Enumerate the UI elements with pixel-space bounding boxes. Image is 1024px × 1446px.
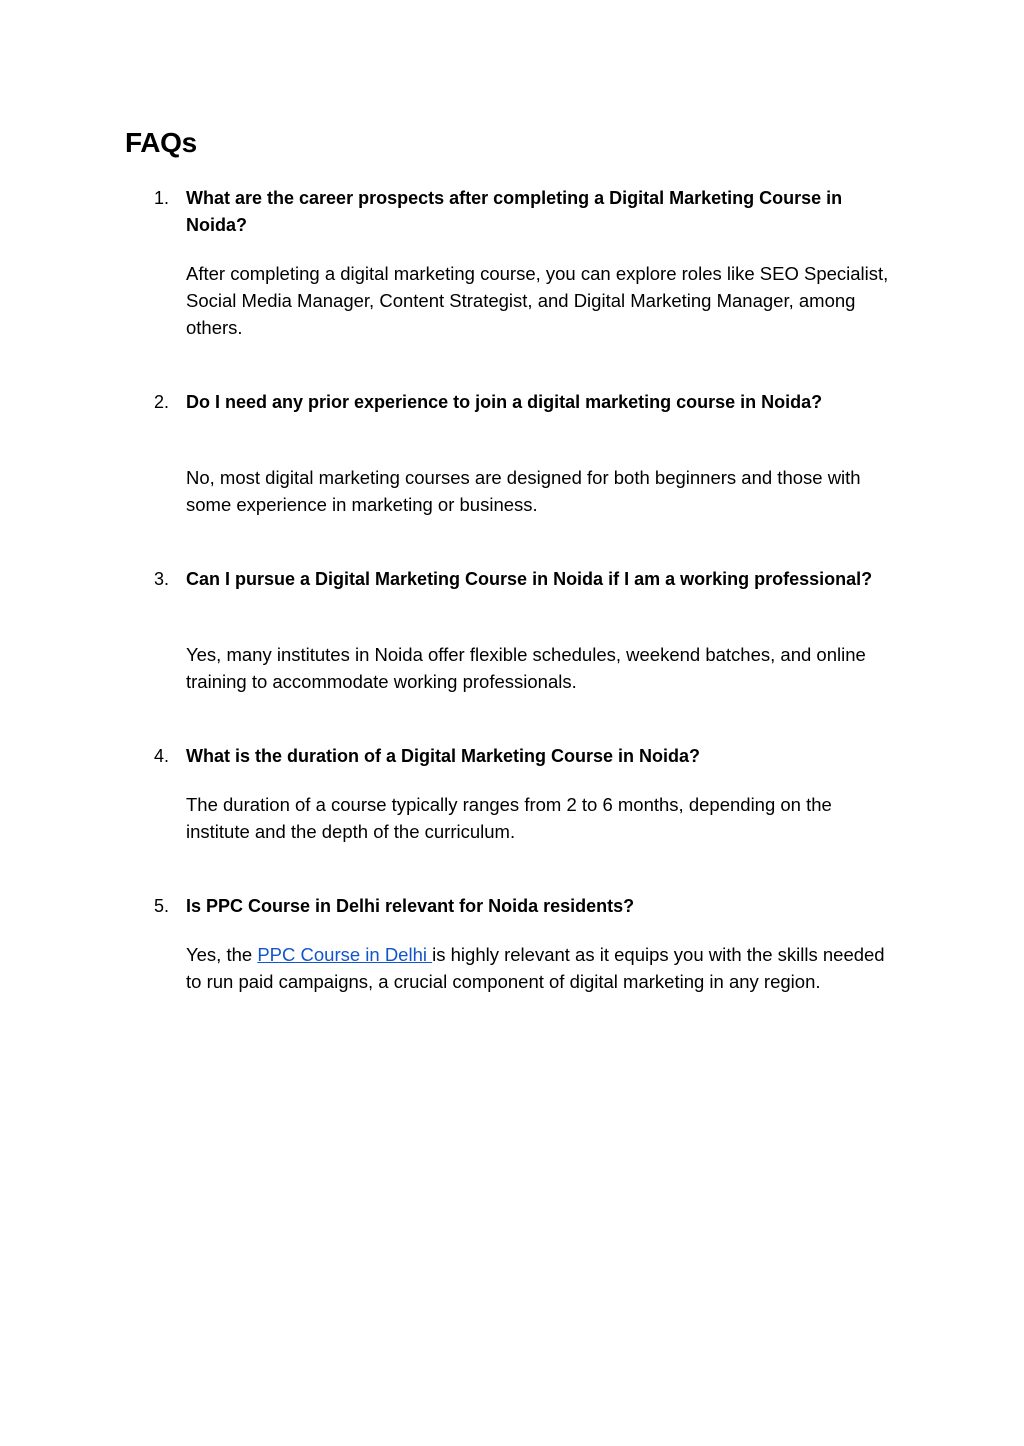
faq-question: Do I need any prior experience to join a digital marketing course in Noida? (186, 392, 823, 412)
answer-text-before: Yes, the (186, 944, 258, 965)
faq-question: Is PPC Course in Delhi relevant for Noida residents? (186, 896, 635, 916)
faq-answer: Yes, many institutes in Noida offer flexible schedules, weekend batches, and online training to accommodate working professionals. (186, 644, 866, 692)
faq-answer: No, most digital marketing courses are designed for both beginners and those with some experience in marketing or business. (186, 467, 861, 515)
answer-text-after: is highly relevant as it equips you with the skills needed to run paid campaigns, a crucial component of digital marketing in any region. (186, 944, 885, 992)
ppc-course-link[interactable]: PPC Course in Delhi (257, 944, 433, 965)
faq-answer: The duration of a course typically ranges from 2 to 6 months, depending on the institute and the depth of the curriculum. (186, 794, 832, 842)
faq-answer: After completing a digital marketing course, you can explore roles like SEO Specialist, Social Media Manager, Content Strategist, and Digital Marketing Manager, among others. (186, 263, 889, 338)
faq-number: 2. (154, 392, 170, 412)
page-title: FAQs (125, 127, 197, 158)
faq-question: What is the duration of a Digital Marketing Course in Noida? (186, 746, 701, 766)
faq-answer (186, 941, 896, 995)
faq-number: 3. (154, 569, 170, 589)
faq-number: 5. (154, 896, 170, 916)
faq-number: 4. (154, 746, 170, 766)
faq-question: What are the career prospects after completing a Digital Marketing Course in Noida? (186, 188, 843, 235)
faq-number: 1. (154, 188, 170, 208)
faq-question: Can I pursue a Digital Marketing Course in Noida if I am a working professional? (186, 569, 873, 589)
